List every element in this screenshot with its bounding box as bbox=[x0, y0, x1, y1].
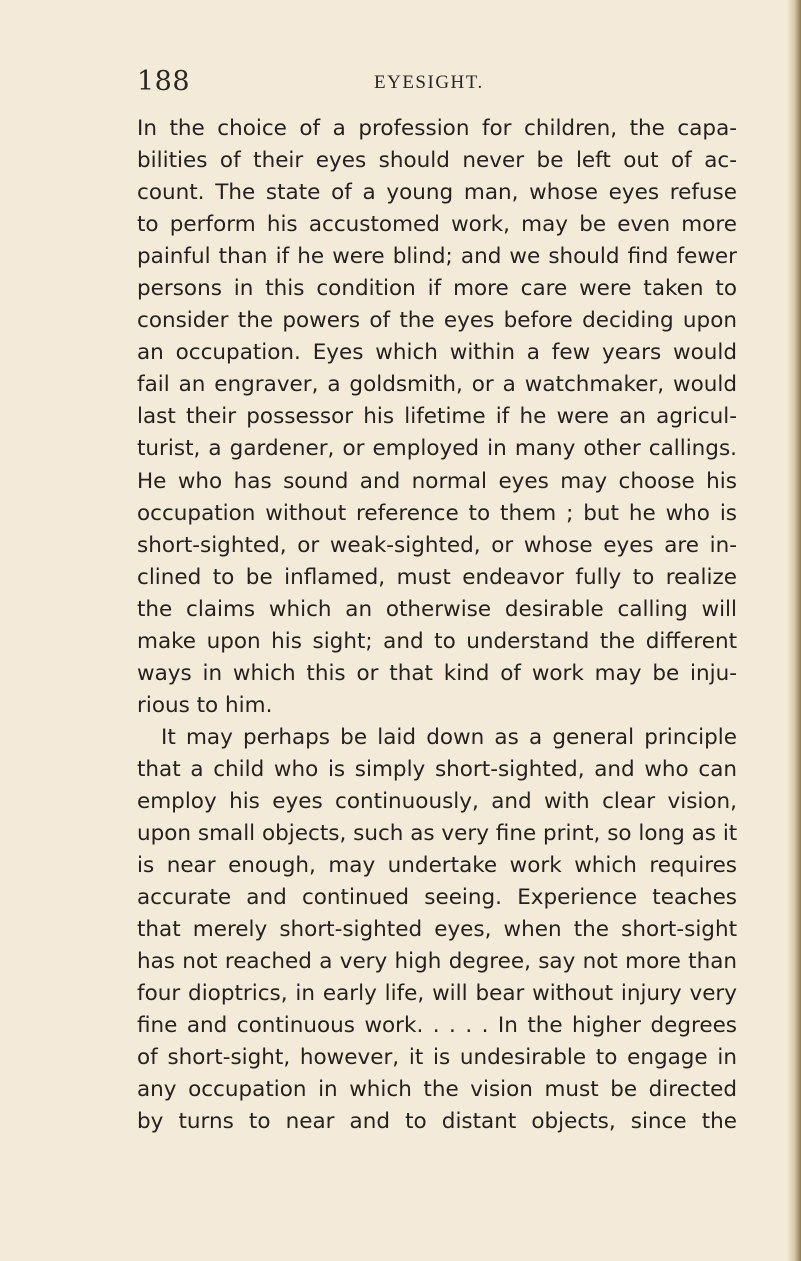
text-line: of short-sight, however, it is undesirable to engage in bbox=[137, 1045, 737, 1071]
text-line: that a child who is simply short-sighted, and who can bbox=[137, 756, 737, 782]
text-line: four dioptrics, in early life, will bear without injury very bbox=[137, 981, 737, 1007]
text-line: persons in this condition if more care were taken to bbox=[137, 276, 737, 302]
text-line: accurate and continued seeing. Experience teaches bbox=[137, 885, 737, 911]
text-line: He who has sound and normal eyes may choose his bbox=[137, 468, 737, 494]
text-line: the claims which an otherwise desirable calling will bbox=[137, 596, 737, 622]
paragraph-first-line: It may perhaps be laid down as a general principle bbox=[161, 724, 737, 750]
text-line: that merely short-sighted eyes, when the short-sight bbox=[137, 917, 737, 943]
text-line: bilities of their eyes should never be left out of ac- bbox=[137, 148, 737, 174]
running-head: EYESIGHT. bbox=[374, 72, 484, 93]
text-line: last their possessor his lifetime if he were an agricul- bbox=[137, 404, 737, 430]
text-line: clined to be inflamed, must endeavor fully to realize bbox=[137, 564, 737, 590]
text-line: count. The state of a young man, whose eyes refuse bbox=[137, 180, 737, 206]
text-line: by turns to near and to distant objects, since the bbox=[137, 1109, 737, 1135]
text-line: fine and continuous work. . . . . In the higher degrees bbox=[137, 1013, 737, 1039]
text-line: make upon his sight; and to understand the different bbox=[137, 628, 737, 654]
text-line: painful than if he were blind; and we should find fewer bbox=[137, 244, 737, 270]
page-number: 188 bbox=[137, 66, 191, 97]
text-line: turist, a gardener, or employed in many other callings. bbox=[137, 436, 737, 462]
text-line: an occupation. Eyes which within a few years would bbox=[137, 340, 737, 366]
text-line: upon small objects, such as very fine print, so long as it bbox=[137, 821, 738, 847]
text-line: employ his eyes continuously, and with clear vision, bbox=[137, 788, 737, 814]
text-line: In the choice of a profession for children, the capa- bbox=[137, 116, 737, 141]
text-line: consider the powers of the eyes before deciding upon bbox=[137, 308, 737, 334]
text-line: is near enough, may undertake work which requires bbox=[137, 853, 737, 879]
text-line: has not reached a very high degree, say not more than bbox=[137, 949, 737, 975]
text-line: ways in which this or that kind of work may be inju- bbox=[137, 660, 737, 686]
body-text bbox=[137, 113, 737, 1139]
text-line: occupation without reference to them ; but he who is bbox=[137, 500, 737, 526]
text-line: to perform his accustomed work, may be even more bbox=[137, 212, 737, 238]
text-line: short-sighted, or weak-sighted, or whose eyes are in- bbox=[137, 532, 737, 558]
text-line: fail an engraver, a goldsmith, or a watchmaker, would bbox=[137, 372, 737, 398]
page-header bbox=[137, 66, 707, 106]
text-line: rious to him. bbox=[137, 692, 273, 718]
text-line: any occupation in which the vision must be directed bbox=[137, 1077, 737, 1103]
page-edge-shadow bbox=[787, 0, 801, 1261]
